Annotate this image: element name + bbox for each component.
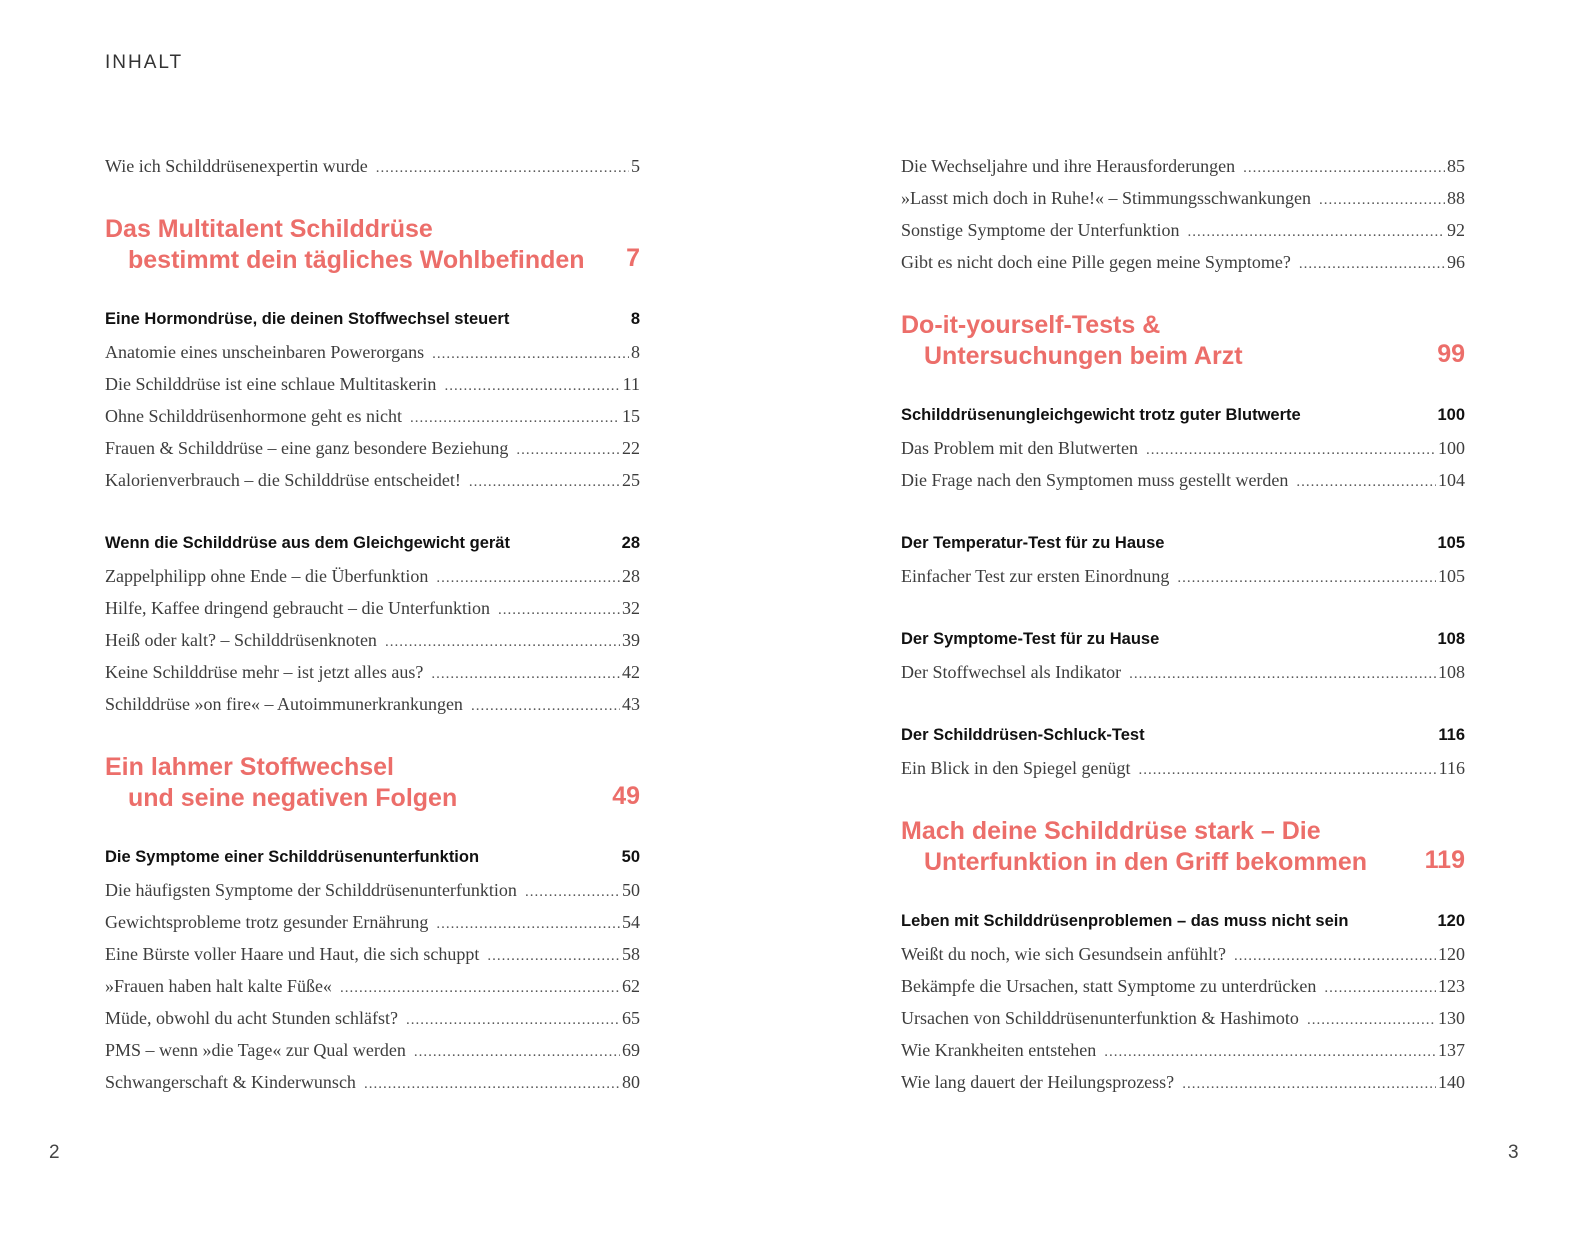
- chapter-line2: bestimmt dein tägliches Wohlbefinden: [128, 246, 585, 274]
- toc-entry[interactable]: [901, 758, 1465, 790]
- section-title: Wenn die Schilddrüse aus dem Gleichgewicht gerät: [105, 534, 510, 552]
- toc-entry[interactable]: [105, 694, 640, 726]
- entry-title: Das Problem mit den Blutwerten: [901, 438, 1138, 458]
- entry-title: Müde, obwohl du acht Stunden schläfst?: [105, 1008, 398, 1028]
- toc-header: INHALT: [105, 52, 184, 73]
- chapter-line2: Untersuchungen beim Arzt: [924, 342, 1243, 370]
- entry-page: 100: [1438, 438, 1465, 458]
- entry-page: 58: [622, 944, 640, 964]
- entry-title: Gibt es nicht doch eine Pille gegen meine Symptome?: [901, 252, 1291, 272]
- toc-entry[interactable]: [105, 342, 640, 374]
- toc-entry[interactable]: [901, 156, 1465, 188]
- toc-entry[interactable]: [105, 374, 640, 406]
- entry-page: 32: [622, 598, 640, 618]
- section-page: 108: [1437, 630, 1465, 648]
- chapter-line1: Ein lahmer Stoffwechsel: [105, 753, 394, 781]
- chapter-line1: Do-it-yourself-Tests &: [901, 311, 1161, 339]
- toc-entry[interactable]: [105, 976, 640, 1008]
- entry-page: 54: [622, 912, 640, 932]
- entry-title: Der Stoffwechsel als Indikator: [901, 662, 1122, 682]
- entry-page: 62: [622, 976, 640, 996]
- page-number-left: 2: [49, 1142, 60, 1163]
- toc-left-column: [105, 156, 640, 1104]
- entry-title: »Lasst mich doch in Ruhe!« – Stimmungsschwankungen: [901, 188, 1311, 208]
- toc-entry[interactable]: [901, 252, 1465, 284]
- section-title: Der Schilddrüsen-Schluck-Test: [901, 726, 1145, 744]
- section-heading[interactable]: [105, 848, 640, 880]
- toc-entry[interactable]: [901, 220, 1465, 252]
- toc-entry[interactable]: [105, 1008, 640, 1040]
- section-title: Leben mit Schilddrüsenproblemen – das muss nicht sein: [901, 912, 1349, 930]
- chapter-heading[interactable]: [901, 310, 1465, 372]
- section-heading[interactable]: [901, 726, 1465, 758]
- entry-page: 50: [622, 880, 640, 900]
- entry-page: 11: [622, 374, 640, 394]
- section-page: 8: [630, 310, 640, 328]
- section-heading[interactable]: [901, 534, 1465, 566]
- entry-title: Wie ich Schilddrüsenexpertin wurde: [105, 156, 368, 176]
- section-title: Die Symptome einer Schilddrüsenunterfunktion: [105, 848, 480, 866]
- page-number-right: 3: [1508, 1142, 1519, 1163]
- chapter-line2: und seine negativen Folgen: [128, 784, 458, 812]
- entry-page: 28: [622, 566, 640, 586]
- chapter-page: 99: [1437, 340, 1465, 368]
- chapter-page: 7: [626, 244, 640, 272]
- section-page: 28: [621, 534, 640, 552]
- entry-page: 88: [1447, 188, 1465, 208]
- entry-title: Frauen & Schilddrüse – eine ganz besondere Beziehung: [105, 438, 509, 458]
- entry-page: 92: [1447, 220, 1465, 240]
- chapter-line1: Das Multitalent Schilddrüse: [105, 215, 433, 243]
- section-title: Der Symptome-Test für zu Hause: [901, 630, 1160, 648]
- entry-page: 108: [1438, 662, 1465, 682]
- toc-entry[interactable]: [901, 438, 1465, 470]
- entry-page: 105: [1438, 566, 1465, 586]
- entry-page: 39: [622, 630, 640, 650]
- entry-page: 43: [622, 694, 640, 714]
- entry-title: Die Schilddrüse ist eine schlaue Multitaskerin: [105, 374, 437, 394]
- toc-entry[interactable]: [105, 1040, 640, 1072]
- section-page: 116: [1438, 726, 1465, 744]
- entry-title: Heiß oder kalt? – Schilddrüsenknoten: [105, 630, 377, 650]
- entry-page: 123: [1438, 976, 1465, 996]
- toc-entry[interactable]: [901, 566, 1465, 598]
- entry-page: 140: [1438, 1072, 1465, 1092]
- chapter-heading[interactable]: [105, 752, 640, 814]
- toc-entry[interactable]: [901, 1008, 1465, 1040]
- entry-title: Ein Blick in den Spiegel genügt: [901, 758, 1131, 778]
- chapter-heading[interactable]: [105, 214, 640, 276]
- entry-title: Zappelphilipp ohne Ende – die Überfunktion: [105, 566, 429, 586]
- chapter-heading[interactable]: [901, 816, 1465, 878]
- entry-title: Kalorienverbrauch – die Schilddrüse entscheidet!: [105, 470, 461, 490]
- toc-entry[interactable]: [901, 470, 1465, 502]
- entry-title: Anatomie eines unscheinbaren Powerorgans: [105, 342, 425, 362]
- entry-title: Schwangerschaft & Kinderwunsch: [105, 1072, 356, 1092]
- entry-page: 80: [622, 1072, 640, 1092]
- entry-page: 22: [622, 438, 640, 458]
- entry-page: 130: [1438, 1008, 1465, 1028]
- entry-page: 65: [622, 1008, 640, 1028]
- entry-title: Die Frage nach den Symptomen muss gestellt werden: [901, 470, 1289, 490]
- toc-entry[interactable]: [105, 880, 640, 912]
- section-heading[interactable]: [901, 912, 1465, 944]
- section-title: Eine Hormondrüse, die deinen Stoffwechsel steuert: [105, 310, 510, 328]
- entry-title: Hilfe, Kaffee dringend gebraucht – die Unterfunktion: [105, 598, 491, 618]
- entry-page: 85: [1447, 156, 1465, 176]
- toc-entry[interactable]: [105, 566, 640, 598]
- entry-page: 5: [631, 156, 640, 176]
- chapter-line2: Unterfunktion in den Griff bekommen: [924, 848, 1368, 876]
- section-page: 120: [1437, 912, 1465, 930]
- entry-page: 42: [622, 662, 640, 682]
- entry-title: Die Wechseljahre und ihre Herausforderungen: [901, 156, 1236, 176]
- entry-title: Wie lang dauert der Heilungsprozess?: [901, 1072, 1175, 1092]
- section-heading[interactable]: [901, 406, 1465, 438]
- chapter-page: 119: [1424, 846, 1465, 874]
- toc-entry[interactable]: [105, 598, 640, 630]
- entry-page: 137: [1438, 1040, 1465, 1060]
- toc-entry[interactable]: [901, 976, 1465, 1008]
- toc-entry[interactable]: [105, 662, 640, 694]
- toc-entry[interactable]: [105, 406, 640, 438]
- entry-title: Ohne Schilddrüsenhormone geht es nicht: [105, 406, 402, 426]
- toc-entry[interactable]: [105, 470, 640, 502]
- toc-entry[interactable]: [901, 944, 1465, 976]
- entry-page: 69: [622, 1040, 640, 1060]
- entry-title: Keine Schilddrüse mehr – ist jetzt alles aus?: [105, 662, 424, 682]
- entry-title: Bekämpfe die Ursachen, statt Symptome zu unterdrücken: [901, 976, 1317, 996]
- chapter-page: 49: [612, 782, 640, 810]
- entry-page: 120: [1438, 944, 1465, 964]
- toc-entry[interactable]: [901, 1072, 1465, 1104]
- entry-title: Ursachen von Schilddrüsenunterfunktion & Hashimoto: [901, 1008, 1299, 1028]
- entry-title: PMS – wenn »die Tage« zur Qual werden: [105, 1040, 406, 1060]
- entry-title: Die häufigsten Symptome der Schilddrüsenunterfunktion: [105, 880, 517, 900]
- section-heading[interactable]: [105, 534, 640, 566]
- entry-title: Sonstige Symptome der Unterfunktion: [901, 220, 1180, 240]
- entry-page: 25: [622, 470, 640, 490]
- toc-entry[interactable]: [105, 630, 640, 662]
- entry-page: 96: [1447, 252, 1465, 272]
- toc-entry[interactable]: [105, 156, 640, 188]
- entry-title: Weißt du noch, wie sich Gesundsein anfühlt?: [901, 944, 1226, 964]
- section-heading[interactable]: [105, 310, 640, 342]
- toc-entry[interactable]: [105, 438, 640, 470]
- entry-page: 116: [1438, 758, 1465, 778]
- toc-entry[interactable]: [105, 1072, 640, 1104]
- toc-entry[interactable]: [901, 1040, 1465, 1072]
- section-title: Der Temperatur-Test für zu Hause: [901, 534, 1165, 552]
- entry-title: Gewichtsprobleme trotz gesunder Ernährung: [105, 912, 429, 932]
- toc-entry[interactable]: [901, 188, 1465, 220]
- section-page: 50: [621, 848, 640, 866]
- entry-page: 15: [622, 406, 640, 426]
- toc-entry[interactable]: [901, 662, 1465, 694]
- entry-page: 104: [1438, 470, 1465, 490]
- entry-title: Eine Bürste voller Haare und Haut, die sich schuppt: [105, 944, 480, 964]
- chapter-line1: Mach deine Schilddrüse stark – Die: [901, 817, 1321, 845]
- entry-title: Wie Krankheiten entstehen: [901, 1040, 1097, 1060]
- section-page: 100: [1437, 406, 1465, 424]
- toc-entry[interactable]: [105, 912, 640, 944]
- section-page: 105: [1437, 534, 1465, 552]
- section-heading[interactable]: [901, 630, 1465, 662]
- entry-title: Einfacher Test zur ersten Einordnung: [901, 566, 1170, 586]
- entry-page: 8: [631, 342, 640, 362]
- toc-entry[interactable]: [105, 944, 640, 976]
- toc-right-column: [901, 156, 1465, 1104]
- section-title: Schilddrüsenungleichgewicht trotz guter Blutwerte: [901, 406, 1301, 424]
- entry-title: »Frauen haben halt kalte Füße«: [105, 976, 332, 996]
- entry-title: Schilddrüse »on fire« – Autoimmunerkrankungen: [105, 694, 463, 714]
